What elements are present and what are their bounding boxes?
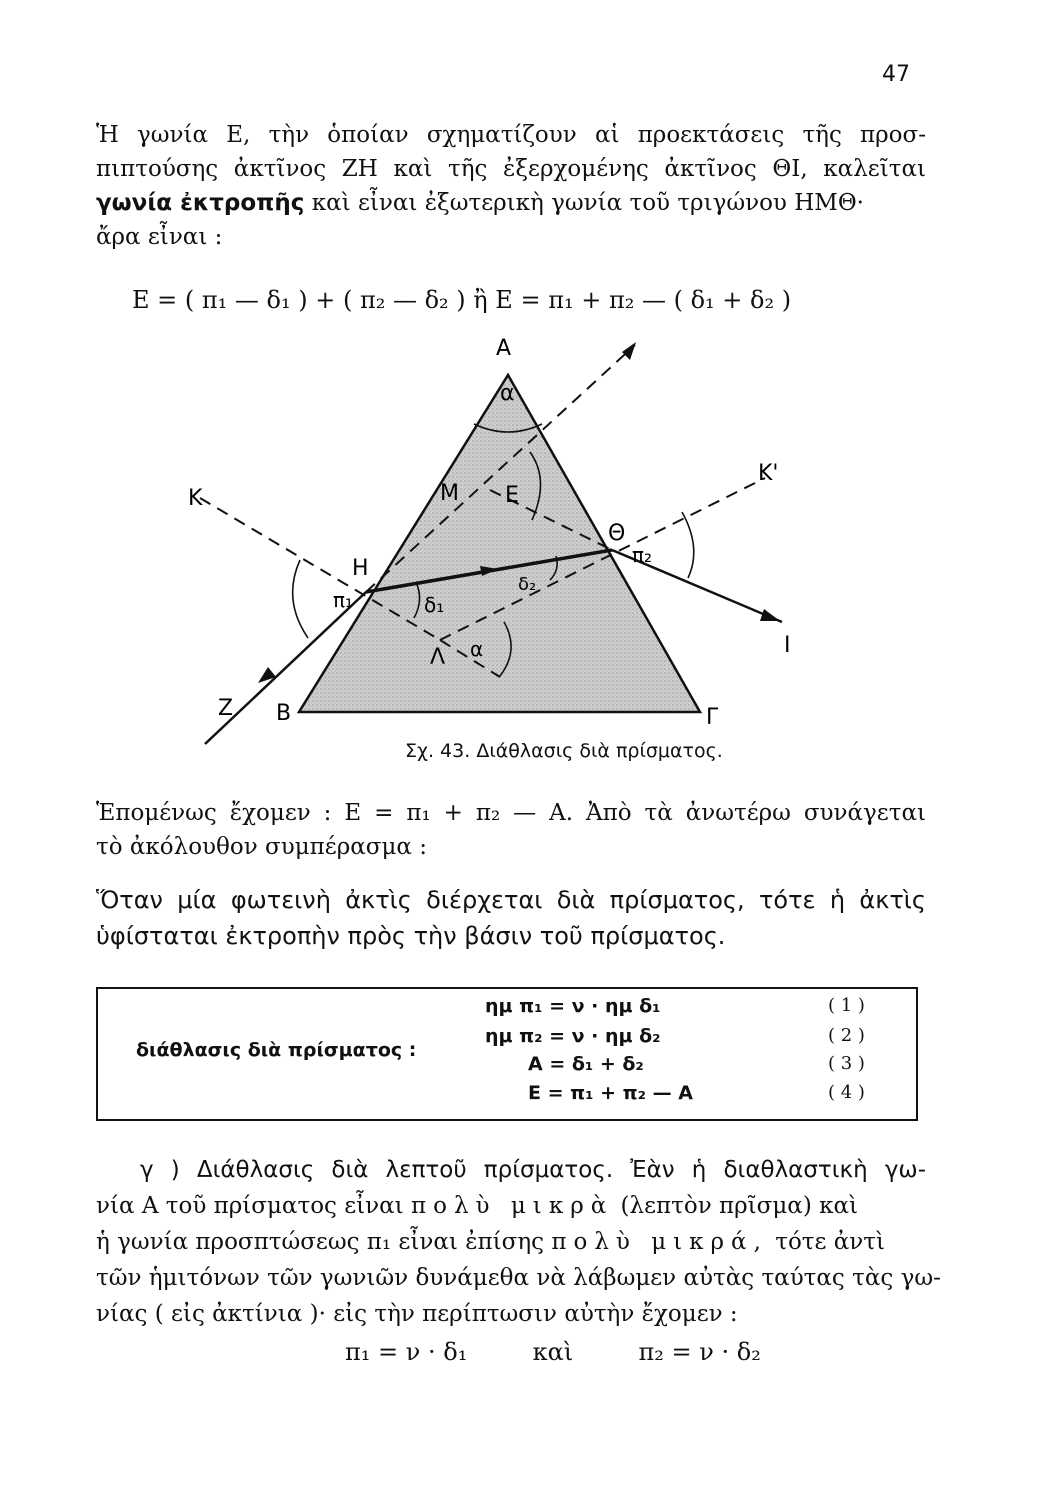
equation-2-number: ( 2 ) xyxy=(828,1025,865,1046)
label-pi2: π₂ xyxy=(632,543,653,567)
intro-line-1: Ἡ γωνία Ε, τὴν ὁποίαν σχηματίζουν αἱ προεκτάσεις τῆς προσ- xyxy=(96,122,926,148)
angle-arc-right xyxy=(682,512,694,578)
equation-1-number: ( 1 ) xyxy=(828,995,865,1016)
label-pi1: π₁ xyxy=(333,588,354,612)
equation-4-number: ( 4 ) xyxy=(828,1082,865,1103)
label-vertex-a: A xyxy=(496,336,512,361)
label-z: Z xyxy=(218,696,234,721)
final-formula-and: καὶ xyxy=(532,1338,574,1366)
angle-arc-left xyxy=(293,560,308,638)
final-formula-left: π₁ = ν · δ₁ xyxy=(345,1338,468,1366)
thin-prism-line-2-a: νία Α τοῦ πρίσματος εἶναι xyxy=(96,1193,412,1219)
thin-prism-line-3 xyxy=(96,1224,926,1260)
label-k-prime: K' xyxy=(758,461,779,486)
very-small-emphasis-2: πολὺ μικρά, xyxy=(551,1229,768,1255)
summary-label: διάθλασις διὰ πρίσματος : xyxy=(136,1039,417,1061)
deflection-angle-term: γωνία ἐκτροπῆς xyxy=(96,190,305,216)
thin-prism-line-3-a: ἡ γωνία προσπτώσεως π₁ εἶναι ἐπίσης xyxy=(96,1229,552,1255)
thin-prism-line-2-b: (λεπτὸν πρῖσμα) καὶ xyxy=(613,1193,859,1219)
equation-1: ημ π₁ = ν · ημ δ₁ xyxy=(485,995,661,1017)
intro-line-3-rest: καὶ εἶναι ἐξωτερικὴ γωνία τοῦ τριγώνου ΗΜΘ· xyxy=(304,190,864,216)
figure-caption: Σχ. 43. Διάθλασις διὰ πρίσματος. xyxy=(405,740,723,762)
consequence-line-2: τὸ ἀκόλουθον συμπέρασμα : xyxy=(96,834,427,860)
thin-prism-line-3-b: τότε ἀντὶ xyxy=(767,1229,885,1255)
label-vertex-gamma: Γ xyxy=(706,705,719,730)
final-formula-right: π₂ = ν · δ₂ xyxy=(638,1338,761,1366)
label-i: I xyxy=(784,633,791,658)
rule-line-2: ὑφίσταται ἐκτροπὴν πρὸς τὴν βάσιν τοῦ πρίσματος. xyxy=(96,922,726,950)
intro-line-4: ἄρα εἶναι : xyxy=(96,224,223,250)
intro-line-2: πιπτούσης ἀκτῖνος ΖΗ καὶ τῆς ἐξερχομένης ἀκτῖνος ΘΙ, καλεῖται xyxy=(96,156,926,182)
label-m: M xyxy=(440,481,459,506)
thin-prism-heading-line: γ ) Διάθλασις διὰ λεπτοῦ πρίσματος. Ἐὰν ἡ διαθλαστικὴ γω- xyxy=(140,1157,926,1183)
consequence-line-1: Ἑπομένως ἔχομεν : Ε = π₁ + π₂ — Α. Ἀπὸ τὰ ἀνωτέρω συνάγεται xyxy=(96,800,926,826)
equation-3-number: ( 3 ) xyxy=(828,1053,865,1074)
thin-prism-paragraph xyxy=(96,1152,941,1332)
thin-prism-line-4: τῶν ἡμιτόνων τῶν γωνιῶν δυνάμεθα νὰ λάβωμεν αὐτὰς ταύτας τὰς γω- xyxy=(96,1265,941,1291)
consequence-paragraph xyxy=(96,796,926,864)
summary-box xyxy=(96,987,918,1121)
rule-statement xyxy=(96,882,926,954)
label-k: K xyxy=(188,486,203,511)
label-h: H xyxy=(352,556,369,581)
label-lambda: Λ xyxy=(430,645,446,670)
label-theta: Θ xyxy=(608,521,626,546)
final-formula xyxy=(345,1338,761,1366)
deviation-formula: Ε = ( π₁ — δ₁ ) + ( π₂ — δ₂ ) ἢ Ε = π₁ + π₂ — ( δ₁ + δ₂ ) xyxy=(132,286,792,314)
label-delta2: δ₂ xyxy=(518,574,537,595)
label-delta1: δ₁ xyxy=(424,593,445,617)
label-apex-angle: α xyxy=(500,381,515,406)
thin-prism-line-5: νίας ( εἰς ἀκτίνια )· εἰς τὴν περίπτωσιν αὐτὴν ἔχομεν : xyxy=(96,1301,738,1327)
arrowhead-extension xyxy=(622,342,636,360)
label-vertex-b: B xyxy=(276,701,292,726)
rule-line-1: Ὅταν μία φωτεινὴ ἀκτὶς διέρχεται διὰ πρίσματος, τότε ἡ ἀκτὶς xyxy=(96,886,926,914)
equation-2: ημ π₂ = ν · ημ δ₂ xyxy=(485,1025,661,1047)
arrowhead-emergent xyxy=(760,609,780,621)
very-small-emphasis: πολὺ μικρὰ xyxy=(411,1193,614,1219)
equation-3: Α = δ₁ + δ₂ xyxy=(528,1053,644,1075)
equation-4: Ε = π₁ + π₂ — Α xyxy=(528,1082,693,1104)
label-apex-angle-bottom: α xyxy=(470,637,484,661)
thin-prism-line-2 xyxy=(96,1188,926,1224)
label-e: E xyxy=(505,483,519,508)
page-number: 47 xyxy=(882,62,910,87)
